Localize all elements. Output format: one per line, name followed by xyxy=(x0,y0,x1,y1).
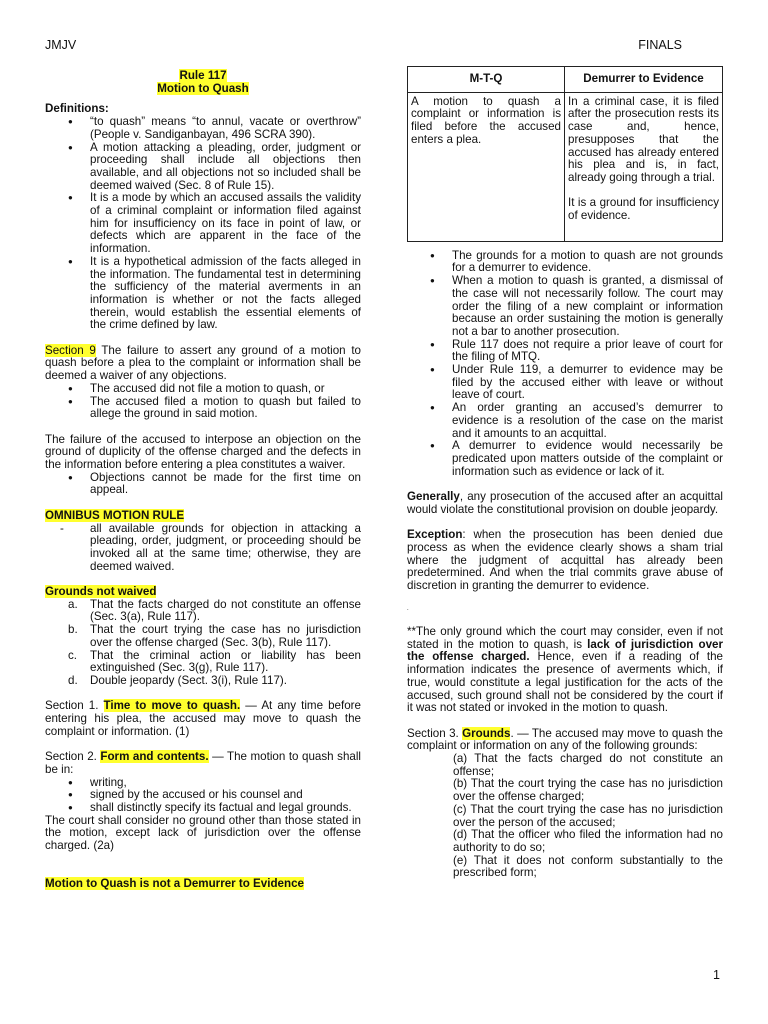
omnibus-heading: OMNIBUS MOTION RULE xyxy=(45,508,185,522)
comparison-table xyxy=(407,66,723,242)
list-item: ● An order granting an accused’s demurrer to evidence is a resolution of the case on the marist and it amounts to an acquittal. xyxy=(452,402,723,440)
list-item: (a) That the facts charged do not constitute an offense; xyxy=(453,752,723,778)
jurisdiction-note: **The only ground which the court may consider, even if not stated in the motion to quash, is lack of jurisdiction over the offense charged. Hence, even if a reading of the information indicates the presence of averments which, if true, would constitute a legal justification for the acts of the accused, such ground shall not be considered by the court if it was not stated or invoked in the motion to quash. xyxy=(407,625,723,715)
list-item: - all available grounds for objection in attacking a pleading, order, judgment, or proceeding should be invoked all at the same time; otherwise, they are deemed waived. xyxy=(90,523,361,574)
not-waived-heading: Grounds not waived xyxy=(45,585,157,599)
definitions-list xyxy=(45,116,361,332)
exception-paragraph: Exception: when the prosecution has been denied due process as when the evidence clearly shows a sham trial where the judgment of acquittal has already been predetermined. And when the trial commits grave abuse of discretion in granting the demurrer to evidence. xyxy=(407,528,723,592)
list-item: (b) That the court trying the case has no jurisdiction over the offense charged; xyxy=(453,777,723,804)
list-item: ● The grounds for a motion to quash are not grounds for a demurrer to evidence. xyxy=(452,250,723,275)
mtq-demurrer-heading: Motion to Quash is not a Demurrer to Evidence xyxy=(45,877,304,891)
rule-subtitle: Motion to Quash xyxy=(157,81,249,95)
section-2-paragraph: Section 2. Form and contents. — The motion to quash shall be in: xyxy=(45,750,361,776)
list-item: c. That the criminal action or liability has been extinguished (Sec. 3(g), Rule 117). xyxy=(68,648,361,675)
list-item: (c) That the court trying the case has no jurisdiction over the person of the accused; xyxy=(453,802,723,829)
list-item: ● Objections cannot be made for the first time on appeal. xyxy=(90,472,361,497)
omnibus-list xyxy=(45,523,361,574)
page-number: 1 xyxy=(713,968,720,982)
section-3-label: Grounds xyxy=(462,726,511,740)
list-item: ● Under Rule 119, a demurrer to evidence may be filed by the accused either with leave or without leave of court. xyxy=(452,364,723,402)
comparison-notes-list xyxy=(407,250,723,479)
list-item: d. Double jeopardy (Sect. 3(i), Rule 117). xyxy=(68,673,287,687)
table-header: Demurrer to Evidence xyxy=(565,67,723,93)
table-header: M-T-Q xyxy=(408,67,565,93)
list-item: ● “to quash” means “to annul, vacate or overthrow” (People v. Sandiganbayan, 496 SCRA 390). xyxy=(90,116,361,141)
section-2-list xyxy=(45,777,361,815)
list-item: ● shall distinctly specify its factual and legal grounds. xyxy=(90,802,361,815)
list-item: ● signed by the accused or his counsel and xyxy=(90,789,361,802)
not-waived-list xyxy=(45,599,361,688)
duplicity-list xyxy=(45,472,361,497)
list-item: (d) That the officer who filed the information had no authority to do so; xyxy=(453,828,723,854)
generally-paragraph: Generally, any prosecution of the accused after an acquittal would violate the constitutional provision on double jeopardy. xyxy=(407,490,723,516)
list-item: ● The accused did not file a motion to quash, or xyxy=(90,383,361,396)
list-item: ● The accused filed a motion to quash but failed to allege the ground in said motion. xyxy=(90,396,361,421)
stray-dot: . xyxy=(407,606,409,613)
list-item: ● A demurrer to evidence would necessarily be predicated upon matters outside of the complaint or information such as evidence or lack of it. xyxy=(452,440,723,478)
rule-title: Rule 117 xyxy=(179,69,227,82)
section-3-paragraph: Section 3. Grounds. — The accused may move to quash the complaint or information on any of the following grounds: xyxy=(407,726,723,753)
header-left: JMJV xyxy=(45,38,77,52)
list-item: a. That the facts charged do not constitute an offense (Sec. 3(a), Rule 117). xyxy=(68,597,361,624)
definitions-heading: Definitions: xyxy=(45,102,109,116)
list-item: ● When a motion to quash is granted, a dismissal of the case will not necessarily follow. The court may order the filing of a new complaint or information because an order sustaining the motion is generally not a bar to another prosecution. xyxy=(452,275,723,339)
section-2-after: The court shall consider no ground other than those stated in the motion, except lack of jurisdiction over the offense charged. (2a) xyxy=(45,813,361,853)
duplicity-paragraph: The failure of the accused to interpose an objection on the ground of duplicity of the offense charged and the defects in the information before entering a plea constitutes a waiver. xyxy=(45,432,361,472)
right-column xyxy=(407,66,723,880)
table-cell: In a criminal case, it is filed after the prosecution rests its case and, hence, presupposes that the accused has already entered his plea and is, in fact, already going through a trial. It is a ground for insufficiency of evidence. xyxy=(565,92,723,241)
section-9-list xyxy=(45,383,361,421)
section-9-label: Section 9 xyxy=(45,343,96,357)
list-item: ● A motion attacking a pleading, order, judgment or proceeding shall include all objections then available, and all objections not so included shall be deemed waived (Sec. 8 of Rule 15). xyxy=(90,142,361,193)
grounds-list xyxy=(407,753,723,880)
section-2-label: Form and contents. xyxy=(100,750,209,764)
list-item: (e) That it does not conform substantially to the prescribed form; xyxy=(453,853,723,880)
list-item: ● writing, xyxy=(90,777,361,790)
list-item: b. That the court trying the case has no jurisdiction over the offense charged (Sec. 3(b), Rule 117). xyxy=(68,623,361,649)
left-column xyxy=(45,66,361,891)
table-cell: A motion to quash a complaint or information is filed before the accused enters a plea. xyxy=(408,92,565,241)
section-1-label: Time to move to quash. xyxy=(103,699,241,713)
list-item: ● Rule 117 does not require a prior leave of court for the filing of MTQ. xyxy=(452,339,723,364)
list-item: ● It is a hypothetical admission of the facts alleged in the information. The fundamental test in determining the sufficiency of the material averments in an information is whether or not the facts alleged therein, would establish the essential elements of the crime defined by law. xyxy=(90,256,361,332)
section-1-paragraph: Section 1. Time to move to quash. — At any time before entering his plea, the accused may move to quash the complaint or information. (1) xyxy=(45,699,361,738)
list-item: ● It is a mode by which an accused assails the validity of a criminal complaint or information filed against him for insufficiency on its face in point of law, or defects which are apparent in the face of the information. xyxy=(90,192,361,256)
header-right: FINALS xyxy=(638,38,682,52)
section-9-paragraph: Section 9 The failure to assert any ground of a motion to quash before a plea to the complaint or information shall be deemed a waiver of any objections. xyxy=(45,343,361,383)
